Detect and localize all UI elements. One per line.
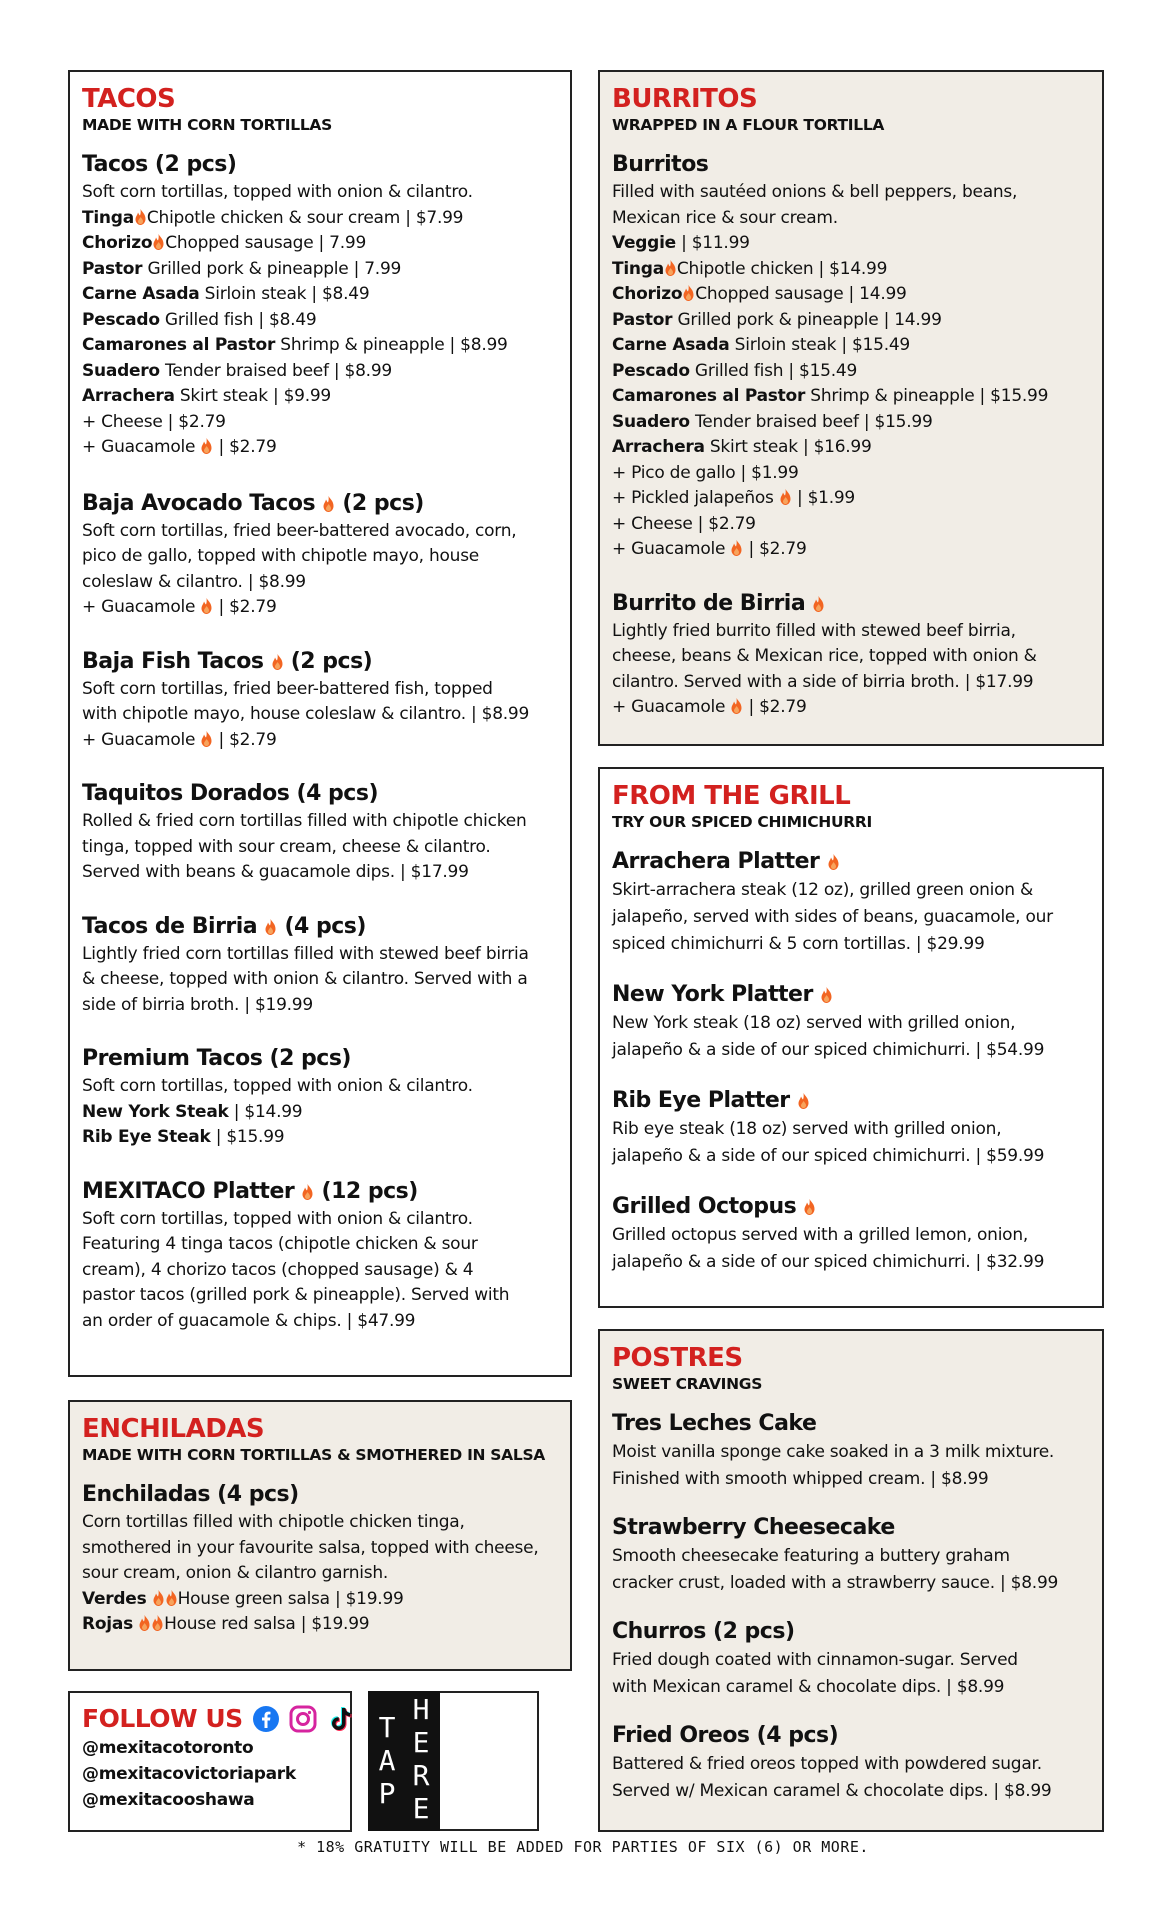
grilled-octopus-item [612,1192,1090,1276]
item-description: Corn tortillas filled with chipotle chicken tinga, [82,1512,465,1532]
item-description: with Mexican caramel & chocolate dips. | $8.99 [612,1677,1005,1697]
option-chorizo: Chorizo Chopped sausage | 14.99 [612,284,907,304]
spicy-flame-icon [166,1590,177,1606]
spicy-flame-icon [731,698,742,714]
addon-guacamole: + Guacamole | $2.79 [82,597,277,617]
item-description: jalapeño & a side of our spiced chimichurri. | $32.99 [612,1252,1045,1272]
grill-subtitle: TRY OUR SPICED CHIMICHURRI [612,813,872,831]
spicy-flame-icon [153,1590,164,1606]
grill-section [598,767,1104,1308]
item-title: Tacos (2 pcs) [82,152,237,177]
addon-guacamole: + Guacamole | $2.79 [82,729,277,750]
premium-tacos-item [82,1044,558,1151]
item-title: Burritos [612,152,709,177]
item-description: Soft corn tortillas, topped with onion & cilantro. [82,182,473,202]
item-title: Strawberry Cheesecake [612,1515,895,1540]
item-description: sour cream, onion & cilantro garnish. [82,1563,389,1583]
item-title: Arrachera Platter [612,847,1090,877]
item-description: Served with beans & guacamole dips. | $17.99 [82,862,469,882]
item-description: Lightly fried burrito filled with stewed beef birria, [612,620,1016,641]
option-verdes: Verdes House green salsa | $19.99 [82,1588,404,1609]
item-description: Soft corn tortillas, topped with onion & cilantro. [82,1076,473,1096]
new-york-platter-item [612,980,1090,1064]
option-camarones: Camarones al Pastor Shrimp & pineapple | $8.99 [82,335,508,355]
option-pescado: Pescado Grilled fish | $15.49 [612,360,858,381]
option-rojas: Rojas House red salsa | $19.99 [82,1614,370,1634]
spicy-flame-icon [152,1615,163,1631]
tiktok-icon[interactable] [326,1705,354,1733]
item-description: side of birria broth. | $19.99 [82,994,313,1015]
item-description: Moist vanilla sponge cake soaked in a 3 milk mixture. [612,1442,1055,1462]
spicy-flame-icon [804,1199,815,1215]
follow-header [82,1703,338,1735]
item-title: Baja Avocado Tacos (2 pcs) [82,490,424,516]
option-arrachera: Arrachera Skirt steak | $9.99 [82,386,331,406]
option-carne-asada: Carne Asada Sirloin steak | $8.49 [82,284,370,304]
item-description: jalapeño & a side of our spiced chimichurri. | $54.99 [612,1040,1045,1060]
item-description: pastor tacos (grilled pork & pineapple). Served with [82,1285,510,1305]
option-tinga: Tinga Chipotle chicken | $14.99 [612,258,888,279]
tacos-section [68,70,572,1377]
item-description: Filled with sautéed onions & bell peppers, beans, [612,182,1018,202]
burritos-title: BURRITOS [612,84,758,114]
item-description: cream), 4 chorizo tacos (chopped sausage) & 4 [82,1259,474,1280]
item-description: Mexican rice & sour cream. [612,207,838,228]
burritos-item [612,150,1090,563]
item-description: coleslaw & cilantro. | $8.99 [82,571,306,592]
tap-here-button[interactable] [368,1691,440,1831]
spicy-flame-icon [683,285,694,301]
postres-subtitle: SWEET CRAVINGS [612,1375,763,1393]
addon-guacamole: + Guacamole | $2.79 [612,697,807,717]
enchiladas-section [68,1400,572,1671]
item-title: Taquitos Dorados (4 pcs) [82,781,378,806]
item-title: Tacos de Birria (4 pcs) [82,913,366,939]
burrito-birria-item [612,589,1090,721]
item-description: Soft corn tortillas, fried beer-battered avocado, corn, [82,520,517,541]
option-arrachera: Arrachera Skirt steak | $16.99 [612,437,872,457]
item-description: Rolled & fried corn tortillas filled with chipotle chicken [82,811,527,831]
item-title: Rib Eye Platter [612,1086,1090,1116]
gratuity-note: * 18% GRATUITY WILL BE ADDED FOR PARTIES OF SIX (6) OR MORE. [297,1838,869,1856]
option-new-york: New York Steak | $14.99 [82,1101,303,1122]
item-title: Baja Fish Tacos (2 pcs) [82,648,373,674]
item-description: Finished with smooth whipped cream. | $8.99 [612,1469,989,1489]
spicy-flame-icon [731,540,742,556]
item-description: with chipotle mayo, house coleslaw & cilantro. | $8.99 [82,704,530,724]
item-description: cheese, beans & Mexican rice, topped with onion & [612,646,1037,666]
spicy-flame-icon [798,1093,809,1109]
option-suadero: Suadero Tender braised beef | $8.99 [82,360,392,381]
spicy-flame-icon [139,1615,150,1631]
grill-title: FROM THE GRILL [612,781,851,811]
spicy-flame-icon [265,919,276,935]
item-description: jalapeño, served with sides of beans, guacamole, our [612,907,1053,927]
spicy-flame-icon [821,987,832,1003]
baja-fish-item [82,647,558,754]
option-chorizo: Chorizo Chopped sausage | 7.99 [82,233,367,253]
option-pastor: Pastor Grilled pork & pineapple | 14.99 [612,309,942,330]
follow-us-section [68,1691,352,1832]
spicy-flame-icon [135,209,146,225]
item-description: pico de gallo, topped with chipotle mayo, house [82,546,480,566]
baja-avocado-item [82,489,558,621]
addon-cheese: + Cheese | $2.79 [612,513,756,534]
enchiladas-title: ENCHILADAS [82,1414,265,1444]
spicy-flame-icon [323,496,334,512]
item-description: Battered & fried oreos topped with powdered sugar. [612,1754,1042,1774]
tap-letters: T A P [378,1711,396,1810]
tacos-2pcs-item [82,150,558,461]
spicy-flame-icon [272,654,283,670]
item-description: Smooth cheesecake featuring a buttery graham [612,1546,1010,1566]
spicy-flame-icon [665,260,676,276]
tacos-title: TACOS [82,84,176,114]
enchiladas-subtitle: MADE WITH CORN TORTILLAS & SMOTHERED IN SALSA [82,1446,545,1464]
addon-guacamole: + Guacamole | $2.79 [82,437,277,457]
burritos-section [598,70,1104,746]
item-description: jalapeño & a side of our spiced chimichurri. | $59.99 [612,1146,1045,1166]
here-letters: H E R E [412,1693,430,1825]
social-handle[interactable]: @mexitacotoronto [82,1738,254,1758]
item-description: Soft corn tortillas, topped with onion & cilantro. [82,1208,473,1229]
option-suadero: Suadero Tender braised beef | $15.99 [612,411,933,432]
item-title: Tres Leches Cake [612,1411,817,1436]
tres-leches-item [612,1409,1090,1493]
mexitaco-platter-item [82,1177,558,1335]
item-description: smothered in your favourite salsa, topped with cheese, [82,1537,539,1558]
option-carne-asada: Carne Asada Sirloin steak | $15.49 [612,335,910,355]
item-title: Grilled Octopus [612,1192,1090,1222]
social-handle[interactable]: @mexitacovictoriapark [82,1764,296,1784]
item-title: MEXITACO Platter (12 pcs) [82,1178,418,1204]
fried-oreos-item [612,1721,1090,1805]
addon-jalapenos: + Pickled jalapeños | $1.99 [612,488,855,508]
spicy-flame-icon [813,596,824,612]
spicy-flame-icon [302,1184,313,1200]
item-description: cracker crust, loaded with a strawberry sauce. | $8.99 [612,1573,1059,1593]
option-camarones: Camarones al Pastor Shrimp & pineapple | $15.99 [612,386,1049,406]
item-title: New York Platter [612,980,1090,1010]
spicy-flame-icon [153,234,164,250]
item-title: Burrito de Birria [612,589,1090,619]
instagram-icon[interactable] [289,1705,317,1733]
birria-tacos-item [82,912,558,1019]
spicy-flame-icon [201,598,212,614]
addon-cheese: + Cheese | $2.79 [82,411,226,432]
item-description: Soft corn tortillas, fried beer-battered fish, topped [82,678,493,699]
option-pastor: Pastor Grilled pork & pineapple | 7.99 [82,258,402,279]
item-description: Lightly fried corn tortillas filled with stewed beef birria [82,943,529,964]
facebook-icon[interactable] [252,1705,280,1733]
item-description: Grilled octopus served with a grilled lemon, onion, [612,1225,1028,1245]
cheesecake-item [612,1513,1090,1597]
item-description: New York steak (18 oz) served with grilled onion, [612,1013,1016,1033]
item-title: Premium Tacos (2 pcs) [82,1046,351,1071]
item-description: an order of guacamole & chips. | $47.99 [82,1310,416,1331]
addon-guacamole: + Guacamole | $2.79 [612,539,807,559]
item-description: tinga, topped with sour cream, cheese & cilantro. [82,836,491,857]
postres-section [598,1329,1104,1832]
spicy-flame-icon [201,731,212,747]
option-veggie: Veggie | $11.99 [612,233,750,253]
postres-title: POSTRES [612,1343,743,1373]
spicy-flame-icon [780,489,791,505]
item-title: Enchiladas (4 pcs) [82,1482,299,1507]
item-description: & cheese, topped with onion & cilantro. Served with a [82,969,528,989]
item-description: Rib eye steak (18 oz) served with grilled onion, [612,1119,1002,1139]
item-description: cilantro. Served with a side of birria broth. | $17.99 [612,671,1034,692]
follow-title: FOLLOW US [82,1704,243,1733]
item-description: Fried dough coated with cinnamon-sugar. Served [612,1650,1018,1670]
item-title: Churros (2 pcs) [612,1619,795,1644]
social-handle[interactable]: @mexitacooshawa [82,1790,255,1810]
item-description: spiced chimichurri & 5 corn tortillas. | $29.99 [612,934,985,954]
tacos-subtitle: MADE WITH CORN TORTILLAS [82,116,332,134]
spicy-flame-icon [828,854,839,870]
spicy-flame-icon [201,438,212,454]
burritos-subtitle: WRAPPED IN A FLOUR TORTILLA [612,116,885,134]
arrachera-platter-item [612,847,1090,958]
rib-eye-platter-item [612,1086,1090,1170]
option-pescado: Pescado Grilled fish | $8.49 [82,309,317,330]
item-description: Skirt-arrachera steak (12 oz), grilled green onion & [612,880,1033,900]
option-rib-eye: Rib Eye Steak | $15.99 [82,1127,285,1147]
item-title: Fried Oreos (4 pcs) [612,1723,839,1748]
addon-pico: + Pico de gallo | $1.99 [612,462,799,483]
option-tinga: Tinga Chipotle chicken & sour cream | $7.99 [82,207,464,228]
item-description: Served w/ Mexican caramel & chocolate dips. | $8.99 [612,1781,1052,1801]
taquitos-item [82,779,558,886]
churros-item [612,1617,1090,1701]
item-description: Featuring 4 tinga tacos (chipotle chicken & sour [82,1234,478,1254]
